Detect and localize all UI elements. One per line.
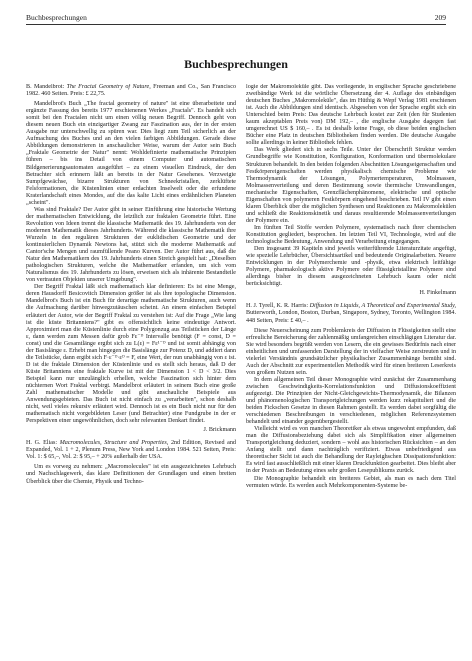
header-rule	[26, 24, 446, 25]
running-header	[26, 12, 446, 24]
citation-title: Macromolecules, Structure and Properties,	[59, 440, 169, 447]
review-paragraph: Den insgesamt 39 Kapiteln sind jeweils weiterführende Literaturzitate angefügt, wie spezielle Lehrbücher, Übersichtsartikel und bedeutende Originalarbeiten. Neuere Entwicklungen in der Polymerchemie und -physik, etwa elektrisch leitfähige Polymere, pharmakologisch aktive Polymere oder flüssigkristalline Polymere sind allerdings bisher in diesem ausgezeichneten Lehrbuch kaum oder nicht berücksichtigt.	[246, 246, 456, 288]
reviewer-signature: J. Brickmann	[203, 427, 236, 434]
citation-authors: H. G. Elias:	[26, 440, 58, 447]
citation-title: Diffusion in Liquids, A Theoretical and Experimental Study,	[309, 303, 456, 310]
citation-authors: B. Mandelbrot:	[26, 84, 65, 90]
citation-details: Butterworth, London, Boston, Durban, Singapore, Sydney, Toronto, Wellington 1984. 448 Seiten, Preis: £ 40,– .	[246, 310, 456, 324]
left-column	[26, 84, 236, 649]
section-title: Buchbesprechungen	[184, 57, 288, 71]
reviewer-signature: H. Finkelmann	[419, 290, 456, 297]
review-paragraph: Die Monographie behandelt ein breiteres Gebiet, als man es nach dem Titel vermuten würde. Es werden auch Mehrkomponenten-Systeme be-	[246, 475, 456, 489]
review-paragraph: In dem allgemeinen Teil dieser Monographie wird zunächst der Zusammenhang zwischen Geschwindigkeits-Korrelationsfunktion und Diffusionskoeffizient aufgezeigt. Die Prinzipien der Nicht-Gleichgewichts-Thermodynamik, die Bilanzen und phänomenologischen Transportgleichungen werden kurz rekapituliert und die beiden Fickschen Gesetze in diesen Rahmen gestellt. Es werden dabei sorgfältig die verschiedenen Beschreibungen in verschiedenen, möglichen Referenzsystemen behandelt und einander gegenübergestellt.	[246, 376, 456, 426]
review-citation	[246, 303, 456, 324]
review-paragraph: Das Werk gliedert sich in sechs Teile. Unter der Überschrift Struktur werden Grundbegriffe wie Konstitution, Konfiguration, Konformation und übermolekulare Strukturen behandelt. In den beiden folgenden Abschnitten Lösungseigenschaften und Festkörpereigenschaften werden physikalisch chemische Probleme wie Thermodynamik der Lösungen, Polymertemperaturen, Molmassen, Molmassenverteilung und deren Bestimmung sowie thermische Umwandlungen, mechanische Eigenschaften, Grenzflächenphänomene, elektrische und optische Eigenschaften von polymeren Festkörpern eingehend beschrieben. Teil IV gibt einen klaren Überblick über die möglichen Synthesen und Reaktionen zu Makromolekülen und schließt die Reaktionskinetik und daraus resultierende Molmassenverteilungen der Polymere ein.	[246, 147, 456, 224]
review-paragraph: Der Begriff Fraktal läßt sich mathematisch klar definieren: Es ist eine Menge, deren Hausdorff Besicovitch Dimension größer ist als ihre topologische Dimension. Mandelbrot's Buch ist ein Buch für derartige mathematische Strukturen, auch wenn die Aufmachung darüber hinwegzutäuschen scheint. An einem einfachen Beispiel erläutert der Autor, wie der Begriff Fraktal zu verstehen ist: Auf die Frage „Wie lang ist die küste Britanniens?" gibt es offensichtlich keine eindeutige Antwort. Approximiert man die Küstenlinie durch eine Polygonzug aus Teilstücken der Länge ε, dann werden zum Messen dafür grob Fε⁻ᴰ Intervalle benötigt (F = const, D = const) und die Gesamtlänge ergibt sich zu L(ε) = Fε¹⁻ᴰ und ist somit abhängig von der Basislänge ε. Erhebt man hingegen die Basislänge zur Potenz D, und addiert dann die Teilstücke, dann ergibt sich F·ε⁻ᴰ·εᴰ = F, eine Wert, der nun unabhängig von ε ist. D ist die fraktale Dimension der Küstenlinie und es stellt sich heraus, daß D der Küste Britanniens eine fraktale Kurve ist mit der Dimension 1 < D < 3/2. Dies Beispiel kann nur unzulänglich erhellen, welche Faszination sich hinter dem nüchternen Wort Fraktal verbirgt. Mandelbrot erläutert in seinem Buch eine große Zahl mathematischer Modelle und gibt anschauliche Beispiele aus Anwendungsgebieten. Das Buch ist nicht einfach zu „verarbeiten", schon deshalb nicht, weil vieles rekursiv erläutert wird. Dennoch ist es ein Buch nicht nur für den mathematisch nicht vorgebildeten Leser (und Betrachter) eine Fundgrube in der er Perspektiven einer ungewöhnlichen, doch sehr relevanten Denkart findet.	[26, 284, 236, 425]
right-column	[246, 84, 456, 649]
citation-title: The Fractal Geometry of Nature,	[66, 84, 151, 90]
running-header-title: Buchbesprechungen	[26, 13, 87, 22]
citation-details: Freeman and Co., San Francisco 1982. 460 Seiten. Preis: £ 22,75.	[26, 84, 236, 98]
review-paragraph: logie der Makromoleküle gibt. Das vorliegende, in englischer Sprache geschriebene zweibändige Werk ist die wörtliche Übersetzung der 4. Auflage des einbändigen deutschen Buches „Makromoleküle", das im Hüthig & Wepf Verlag 1981 erschienen ist. Auch die Abbildungen sind identisch. Abgesehen von der Sprache ergibt sich ein Unterschied beim Preis: Das deutsche Lehrbuch kostet zur Zeit (den für Studenten kaum akzeptablen Preis von) DM 192,– , die englische Ausgabe dagegen fast umgerechnet US $ 160,– . Es ist deshalb keine Frage, ob diese beiden englischen Bücher eine Platz in deutschen Bibliotheken finden werden. Die deutsche Ausgabe sollte allerdings in keiner Bibliothek fehlen.	[246, 84, 456, 147]
review-paragraph: Diese Neuerscheinung zum Problemkreis der Diffusion in Flüssigkeiten stellt eine erfreuliche Bereicherung der zahlenmäßig umfangreichen einschlägigen Literatur dar. Sie wird besonders begrüßt werden von Lesern, die ein gewisses Bedürfnis nach einer einheitlichen und umfassenden Darstellung der in vielfacher Weise zerstreuten und in vielerlei Verständnis grundsätzlicher physikalischer Zusammenhänge bemüht sind. Auch der Abschnitt zur experimentellen Methodik wird für einen breiteren Leserkreis von großem Nutzen sein.	[246, 327, 456, 376]
review-paragraph: Was sind Fraktale? Der Autor gibt in seiner Einführung eine historische Wertung der mathematischen Entwicklung, die letztlich zur fraktalen Geometrie führt. Eine Revolution von Ideen trennt die klassische Mathematik des 19. Jahrhunderts von der modernen Mathematik dieses Jahrhunderts. Während die klassische Mathematik ihre Wurzeln in den regulären Strukturen der euklidischen Geometrie und der kontinuierlichen Dynamik Newtons hat, stützt sich die moderne Mathematik auf Cantor'sche Mengen und raumfüllende Peano Kurven. Der Autor führt aus, daß die Natur den Mathematikern des 19. Jahrhunderts einen Streich gespielt hat: „Dieselben pathologischen Strukturen, welche die Mathematiker erfanden, um sich vom Naturalismus des 19. Jahrhunderts zu lösen, erweisen sich als inhärente Bestandteile von vertrauten Objekten unserer Umgebung".	[26, 206, 236, 284]
review-paragraph: Vielleicht wird es von manchen Theoretiker als etwas ungewohnt empfunden, daß man die Diffusionsbeziehung dabei sich als Simplifikation einer allgemeinen Transportgleichung deduziert, sondern – wohl aus historischen Rücksichten – an den Anfang stellt und dann nachträglich verifiziert. Etwas unbefriedigend aus theoretischer Sicht ist auch die Behandlung der Rayleighschen Dissipationsfunktion: Es wird fast ausschließlich mit einer klaren Druckfunktion gearbeitet. Dies bleibt aber in der Praxis an Bedeutung eines sehr großen Lesepublikums zurück.	[246, 426, 456, 475]
citation-authors: H. J. Tyrell, K. R. Harris:	[246, 303, 309, 310]
citation-details: 2nd Edition, Revised and Expanded, Vol. 1 + 2, Plenum Press, New York and London 1984. 521 Seiten, Preis: Vol. 1: $ 65,–, Vol. 2: $ 95,– + 20% außerhalb der USA.	[26, 440, 236, 461]
review-paragraph: Mandelbrot's Buch „The fractal geometry of nature" ist eine überarbeitete und ergänzte Fassung des bereits 1977 erschienenen Werkes „Fractals". Es handelt sich somit bei den Fractalen nicht um einen völlig neuen Begriff. Dennoch geht von diesem neuen Buch ein einzigartiger Zwang zur Faszination aus, der in der ersten Ausgabe nur unterschwellig zu spüren war. Dies liegt zum Teil sicherlich an der Aufmachung des Buches und an den vielen farbigen Abbildungen. Gerade diese Abbildungen demonstrieren in anschaulicher Weise, warum der Autor sein Buch „Fraktale Geometrie der Natur" nennt: Wohldefinierte mathematische Prinzipien führen – bis ins Detail von einem Computer und automatischen Bildgenerierungsautomaten ausgeführt – zu einem visuellen Eindruck, der den Betrachter sich erinnern läßt an bereits in der Natur Gesehenes. Verzweigte Sumpfgewächse, bizarre Strukturen von Schneekristallen, zerklüftete Felsformationen, die Küstenlinien einer erdachten Inselwelt oder die erfundene Kraterlandschaft eines Mondes, auf die das kalte Licht eines erdähnlichen Planeten „scheint".	[26, 101, 236, 206]
page-number: 209	[434, 13, 446, 22]
review-citation	[26, 440, 236, 461]
review-citation	[26, 84, 236, 98]
review-paragraph: Um es vorweg zu nehmen: „Macromolecules" ist ein ausgezeichnetes Lehrbuch und Nachschlagewerk, das klare Definitionen der Grundlagen und einen breiten Überblick über die Chemie, Physik und Techno-	[26, 464, 236, 485]
review-paragraph: Im fünften Teil Stoffe werden Polymere, systematisch nach ihrer chemischen Konstitution gegliedert, besprochen. Im letzten Teil VI, Technologie, wird auf die technologische Bedeutung, Anwendung und Verarbeitung eingegangen.	[246, 224, 456, 246]
